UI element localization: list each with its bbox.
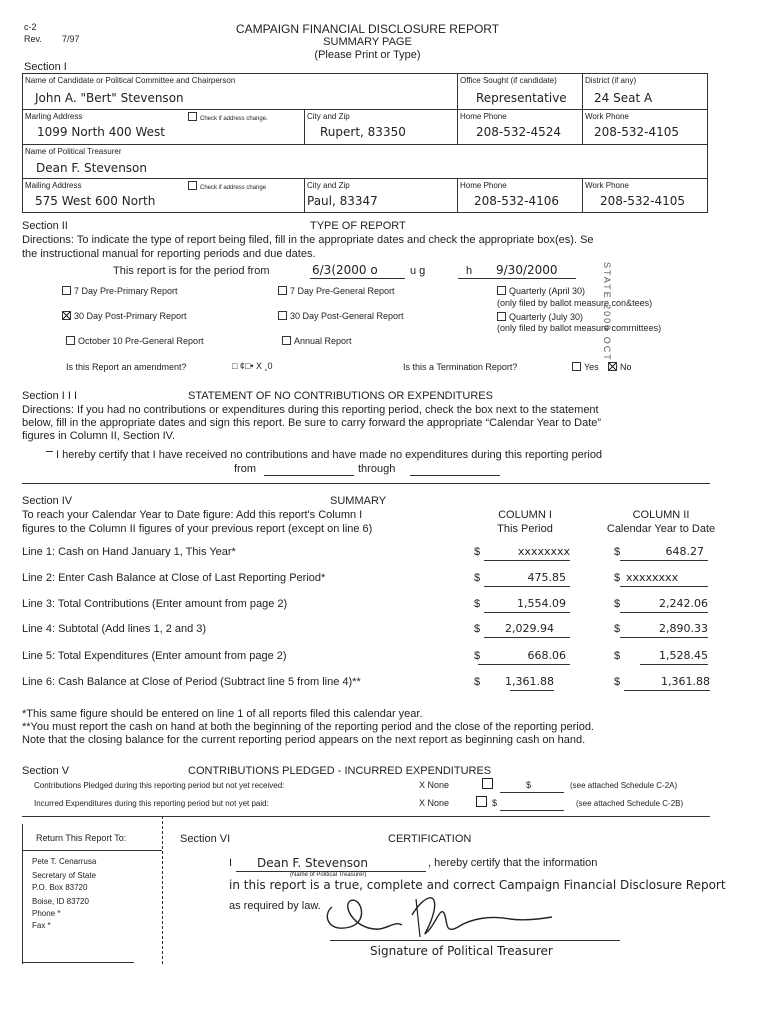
opt-quarterly-april[interactable]	[497, 286, 585, 296]
field-line	[640, 664, 708, 665]
return-box-divider	[22, 850, 162, 851]
column-1-subtitle: This Period	[497, 523, 553, 535]
from-field[interactable]	[264, 475, 354, 476]
divider	[22, 144, 708, 145]
treasurer-work-phone-value[interactable]: 208-532-4105	[600, 194, 686, 208]
divider	[457, 73, 458, 109]
treasurer-mailing-label: Mailing Address	[25, 181, 82, 190]
field-line	[620, 637, 708, 638]
note-2: **You must report the cash on hand at both the beginning of the reporting period and the close of the reporting period.	[22, 721, 594, 733]
address-change-checkbox-2[interactable]	[188, 181, 266, 191]
pledged-amount-checkbox[interactable]	[482, 778, 493, 789]
dollar-sign: $	[614, 676, 621, 688]
section-4-intro-1: To reach your Calendar Year to Date figure: Add this report's Column I	[22, 509, 363, 521]
received-stamp: STATE 2000 OCT	[602, 262, 612, 362]
treasurer-signature	[320, 885, 560, 945]
opt-annual[interactable]	[282, 336, 352, 346]
city-label: City and Zip	[307, 112, 350, 121]
dollar-sign: $	[474, 546, 481, 558]
incurred-label: Incurred Expenditures during this reporting period but not yet paid:	[34, 799, 269, 808]
summary-line-3-label: Line 3: Total Contributions (Enter amount from page 2)	[22, 598, 288, 610]
cert-text-2: in this report is a true, complete and correct Campaign Financial Disclosure Report	[229, 878, 726, 892]
dollar-sign: $	[474, 598, 481, 610]
treasurer-mailing-value[interactable]: 575 West 600 North	[35, 194, 156, 208]
return-to-label: Return This Report To:	[36, 833, 127, 843]
summary-line-1-col2[interactable]: 648.27	[665, 545, 704, 558]
address-change-checkbox-1[interactable]	[188, 112, 268, 122]
district-value[interactable]: 24 Seat A	[594, 91, 653, 105]
period-h: h	[466, 265, 473, 277]
section-5-label: Section V	[22, 765, 70, 777]
none-label: None	[427, 780, 450, 790]
section-4-label: Section IV	[22, 495, 73, 507]
treasurer-home-phone-label: Home Phone	[460, 181, 507, 190]
divider	[582, 178, 583, 213]
opt-october[interactable]	[66, 336, 204, 346]
field-line	[620, 560, 708, 561]
field-line	[484, 586, 570, 587]
return-line-2: Secretary of State	[32, 871, 97, 880]
summary-line-4-label: Line 4: Subtotal (Add lines 1, 2 and 3)	[22, 623, 207, 635]
work-phone-value[interactable]: 208-532-4105	[594, 125, 680, 139]
divider	[22, 483, 710, 484]
dollar-sign: $	[614, 546, 621, 558]
treasurer-city-value[interactable]: Paul, 83347	[307, 194, 378, 208]
divider	[22, 109, 708, 110]
divider	[582, 73, 583, 144]
dollar-sign: $	[614, 572, 621, 584]
field-line	[484, 560, 570, 561]
opt-quarterly-july[interactable]	[497, 312, 583, 322]
dollar-sign: $	[614, 623, 621, 635]
note-1: *This same figure should be entered on line 1 of all reports filed this calendar year.	[22, 708, 423, 720]
termination-question: Is this a Termination Report?	[403, 362, 518, 372]
dollar-sign: $	[474, 650, 481, 662]
period-from-line	[310, 278, 405, 279]
opt-label: 30 Day Post-General Report	[290, 311, 404, 321]
section-2-label: Section II	[22, 220, 68, 232]
incurred-none-checkbox[interactable]: X None	[419, 798, 450, 808]
divider	[22, 178, 708, 179]
address-change-label: Check if address change.	[200, 116, 268, 122]
section-6-heading: CERTIFICATION	[388, 833, 472, 845]
divider	[457, 109, 458, 144]
period-text: This report is for the period from	[113, 265, 270, 277]
summary-line-6-col1[interactable]: 1,361.88	[505, 675, 554, 688]
dollar-sign: $	[474, 676, 481, 688]
through-field[interactable]	[410, 475, 500, 476]
address-change-label: Check if address change	[200, 185, 267, 191]
city-value[interactable]: Rupert, 83350	[320, 125, 406, 139]
column-2-title: COLUMN II	[632, 509, 690, 521]
opt-label: 30 Day Post-Primary Report	[74, 311, 187, 321]
termination-no[interactable]	[608, 362, 632, 372]
section-6-label: Section VI	[180, 833, 231, 845]
return-line-3: P.O. Box 83720	[32, 883, 88, 892]
home-phone-value[interactable]: 208-532-4524	[476, 125, 562, 139]
opt-label: 7 Day Pre-General Report	[290, 286, 395, 296]
section-1-label: Section I	[24, 61, 67, 73]
no-activity-checkbox[interactable]	[46, 449, 602, 461]
cert-text-1: , hereby certify that the information	[428, 857, 598, 869]
period-mid: u g	[410, 265, 426, 277]
section-2-directions-2: the instructional manual for reporting periods and due dates.	[22, 248, 316, 260]
cert-treasurer-name[interactable]: Dean F. Stevenson	[257, 856, 368, 870]
return-box-edge	[22, 962, 134, 963]
opt-7day-pre-general[interactable]	[278, 286, 395, 296]
section-3-heading: STATEMENT OF NO CONTRIBUTIONS OR EXPENDITURES	[188, 390, 493, 402]
section-3-directions-1: Directions: If you had no contributions or expenditures during this reporting period, check the box next to the statement	[22, 404, 599, 416]
dollar-sign: $	[474, 623, 481, 635]
dollar-sign: $	[474, 572, 481, 584]
divider	[457, 178, 458, 213]
return-name: Pete T. Cenarrusa	[32, 857, 97, 866]
return-fax: Fax *	[32, 921, 51, 930]
divider	[22, 816, 710, 817]
amendment-question: Is this Report an amendment?	[66, 362, 187, 372]
summary-line-5-label: Line 5: Total Expenditures (Enter amount from page 2)	[22, 650, 287, 662]
return-phone: Phone *	[32, 909, 61, 918]
certify-text: I hereby certify that I have received no contributions and have made no expenditures during this reporting period	[56, 449, 603, 461]
summary-line-1-col1[interactable]: xxxxxxxx	[517, 545, 570, 558]
cert-text-3: as required by law.	[229, 900, 321, 912]
summary-line-1-label: Line 1: Cash on Hand January 1, This Year*	[22, 546, 236, 558]
section-2-heading: TYPE OF REPORT	[310, 220, 406, 232]
signature-caption: Signature of Political Treasurer	[370, 944, 553, 958]
cert-name-caption: (Name of Political Treasurer)	[290, 872, 367, 878]
treasurer-label: Name of Political Treasurer	[25, 147, 122, 156]
amendment-answer[interactable]: □ ¢□• X ¸0	[232, 361, 273, 371]
section-4-heading: SUMMARY	[330, 495, 387, 507]
schedule-2a-note: (see attached Schedule C-2A)	[570, 781, 678, 790]
rev-date: 7/97	[62, 34, 80, 44]
opt-label: Quarterly (July 30)	[509, 312, 584, 322]
mailing-label: Marling Address	[25, 112, 83, 121]
column-2-subtitle: Calendar Year to Date	[606, 523, 716, 535]
opt-label: October 10 Pre-General Report	[78, 336, 204, 346]
note-3: Note that the closing balance for the current reporting period appears on the next report as beginning cash on hand.	[22, 734, 586, 746]
summary-line-3-col1[interactable]: 1,554.09	[517, 597, 566, 610]
summary-line-6-col2[interactable]: 1,361.88	[661, 675, 710, 688]
section-5-heading: CONTRIBUTIONS PLEDGED - INCURRED EXPENDITURES	[188, 765, 492, 777]
office-value[interactable]: Representative	[476, 91, 567, 105]
treasurer-value[interactable]: Dean F. Stevenson	[36, 161, 147, 175]
summary-line-2-col2[interactable]: xxxxxxxx	[626, 571, 679, 584]
dollar-sign: $	[526, 780, 532, 790]
incurred-amount-checkbox[interactable]	[476, 796, 487, 807]
home-phone-label: Home Phone	[460, 112, 507, 121]
column-1-title: COLUMN I	[498, 509, 552, 521]
pledged-none-checkbox[interactable]: X None	[419, 780, 450, 790]
opt-quarterly-april-note: (only filed by ballot measure con&tees)	[497, 298, 653, 308]
summary-line-2-label: Line 2: Enter Cash Balance at Close of Last Reporting Period*	[22, 572, 326, 584]
section-3-directions-3: figures in Column II, Section IV.	[22, 430, 176, 442]
period-to[interactable]: 9/30/2000	[496, 263, 558, 277]
period-to-line	[458, 278, 576, 279]
opt-label: Quarterly (April 30)	[509, 286, 586, 296]
summary-line-5-col1[interactable]: 668.06	[527, 649, 566, 662]
return-box-edge	[162, 816, 163, 964]
opt-7day-pre-primary[interactable]	[62, 286, 178, 296]
field-line	[510, 690, 554, 691]
mailing-value[interactable]: 1099 North 400 West	[37, 125, 165, 139]
field-line	[478, 664, 570, 665]
summary-line-5-col2[interactable]: 1,528.45	[659, 649, 708, 662]
through-label: through	[358, 463, 396, 475]
form-subtitle: SUMMARY PAGE	[323, 36, 412, 48]
return-line-4: Boise, ID 83720	[32, 897, 89, 906]
opt-30day-post-general[interactable]	[278, 311, 404, 321]
schedule-2b-note: (see attached Schedule C-2B)	[576, 799, 684, 808]
pledged-amount-field[interactable]	[500, 792, 564, 793]
rev-label: Rev.	[24, 34, 42, 44]
dollar-sign: $	[614, 598, 621, 610]
pledged-label: Contributions Pledged during this reporting period but not yet received:	[34, 781, 285, 790]
section-3-label: Section I I I	[22, 390, 78, 402]
district-label: District (if any)	[585, 76, 637, 85]
opt-label: No	[620, 362, 632, 372]
period-from[interactable]: 6/3(2000 o	[312, 263, 378, 277]
opt-30day-post-primary[interactable]	[62, 311, 187, 321]
form-title: CAMPAIGN FINANCIAL DISCLOSURE REPORT	[235, 22, 500, 36]
from-label: from	[234, 463, 256, 475]
treasurer-city-label: City and Zip	[307, 181, 350, 190]
cert-prefix: I	[229, 857, 233, 869]
treasurer-work-phone-label: Work Phone	[585, 181, 629, 190]
field-line	[484, 612, 570, 613]
field-line	[620, 612, 708, 613]
incurred-amount-field[interactable]	[500, 810, 564, 811]
candidate-value[interactable]: John A. "Bert" Stevenson	[35, 91, 184, 105]
summary-line-4-col2[interactable]: 2,890.33	[659, 622, 708, 635]
office-label: Office Sought (if candidate)	[460, 76, 557, 85]
termination-yes[interactable]	[572, 362, 599, 372]
field-line	[484, 637, 570, 638]
divider	[304, 178, 305, 213]
signature-line	[330, 940, 620, 941]
summary-line-4-col1[interactable]: 2,029.94	[505, 622, 554, 635]
return-box-edge	[22, 824, 23, 964]
work-phone-label: Work Phone	[585, 112, 629, 121]
section-2-directions-1: Directions: To indicate the type of report being filed, fill in the appropriate dates and check the appropriate box(es). Se	[22, 234, 594, 246]
dollar-sign: $	[614, 650, 621, 662]
field-line	[620, 586, 708, 587]
opt-label: Yes	[584, 362, 599, 372]
candidate-label: Name of Candidate or Political Committee and Chairperson	[25, 76, 236, 85]
opt-label: Annual Report	[294, 336, 352, 346]
section-4-intro-2: figures to the Column II figures of your previous report (except on line 6)	[22, 523, 373, 535]
summary-line-3-col2[interactable]: 2,242.06	[659, 597, 708, 610]
section-3-directions-2: below, fill in the appropriate dates and sign this report. Be sure to carry forward the appropriate “Calendar Year to Date”	[22, 417, 602, 429]
opt-quarterly-july-note: (only filed by ballot measure comrnittees)	[497, 323, 662, 333]
opt-label: 7 Day Pre-Primary Report	[74, 286, 178, 296]
field-line	[624, 690, 710, 691]
dollar-sign: $	[492, 798, 498, 808]
treasurer-home-phone-value[interactable]: 208-532-4106	[474, 194, 560, 208]
summary-line-2-col1[interactable]: 475.85	[527, 571, 566, 584]
form-code: c-2	[24, 22, 37, 32]
summary-line-6-label: Line 6: Cash Balance at Close of Period (Subtract line 5 from line 4)**	[22, 676, 361, 688]
form-instruction: (Please Print or Type)	[314, 49, 421, 61]
none-label: None	[427, 798, 450, 808]
divider	[304, 109, 305, 144]
